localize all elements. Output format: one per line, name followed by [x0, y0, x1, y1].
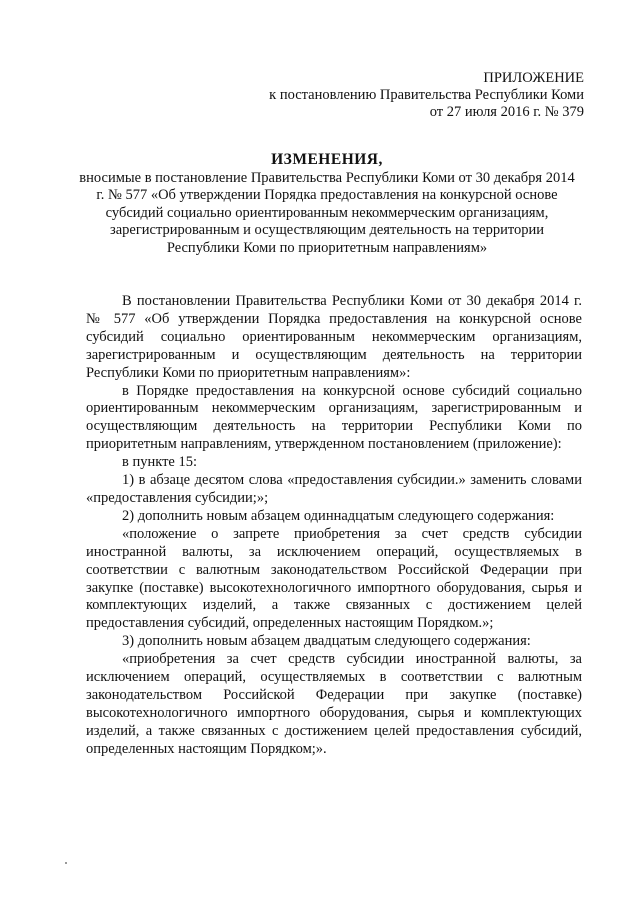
body-paragraph-6: «положение о запрете приобретения за счет средств субсидии иностранной валюты, за исключением операций, осуществляемых в соответствии с валютным законодательством Российской Федерации при закупке (поставке) высокотехнологичного импортного оборудования, сырья и комплектующих изделий, а также связанных с достижением целей предоставления субсидий, определенных настоящим Порядком.»;: [86, 525, 582, 632]
document-heading: ИЗМЕНЕНИЯ,: [271, 151, 383, 168]
body-paragraph-5: 2) дополнить новым абзацем одиннадцатым следующего содержания:: [122, 507, 555, 524]
appendix-date: от 27 июля 2016 г. № 379: [429, 104, 584, 120]
body-paragraph-8: «приобретения за счет средств субсидии иностранной валюты, за исключением операций, осуществляемых в соответствии с валютным законодательством Российской Федерации при закупке (поставке) высокотехнологичного импортного оборудования, сырья и комплектующих изделий, а также связанных с достижением целей предоставления субсидий, определенных настоящим Порядком;».: [86, 651, 582, 757]
document-subtitle: вносимые в постановление Правительства Республики Коми от 30 декабря 2014 г. № 577 «Об утверждении Порядка предоставления на конкурсной основе субсидий социально ориентированным некоммерческим организациям, зарегистрированным и осуществляющим деятельность на территории Республики Коми по приоритетным направлениям»: [79, 169, 575, 256]
body-paragraph-7: 3) дополнить новым абзацем двадцатым следующего содержания:: [122, 633, 531, 650]
body-paragraph-1: В постановлении Правительства Республики Коми от 30 декабря 2014 г. № 577 «Об утверждении Порядка предоставления на конкурсной основе субсидий социально ориентированным некоммерческим организациям, зарегистрированным и осуществляющим деятельность на территории Республики Коми по приоритетным направлениям»:: [86, 293, 582, 381]
document-body: [86, 293, 582, 759]
appendix-header: [224, 70, 584, 121]
scan-speck: [65, 862, 67, 864]
appendix-label: ПРИЛОЖЕНИЕ: [483, 70, 584, 86]
document-title-block: [78, 151, 576, 257]
body-paragraph-2: в Порядке предоставления на конкурсной основе субсидий социально ориентированным некоммерческим организациям, зарегистрированным и осуществляющим деятельность на территории Республики Коми по приоритетным направлениям, утвержденном постановлением (приложение):: [86, 382, 582, 453]
body-paragraph-3: в пункте 15:: [122, 454, 198, 471]
body-paragraph-4: 1) в абзаце десятом слова «предоставления субсидии.» заменить словами «предоставления субсидии;»;: [86, 472, 582, 506]
appendix-reference: к постановлению Правительства Республики Коми: [269, 87, 584, 103]
